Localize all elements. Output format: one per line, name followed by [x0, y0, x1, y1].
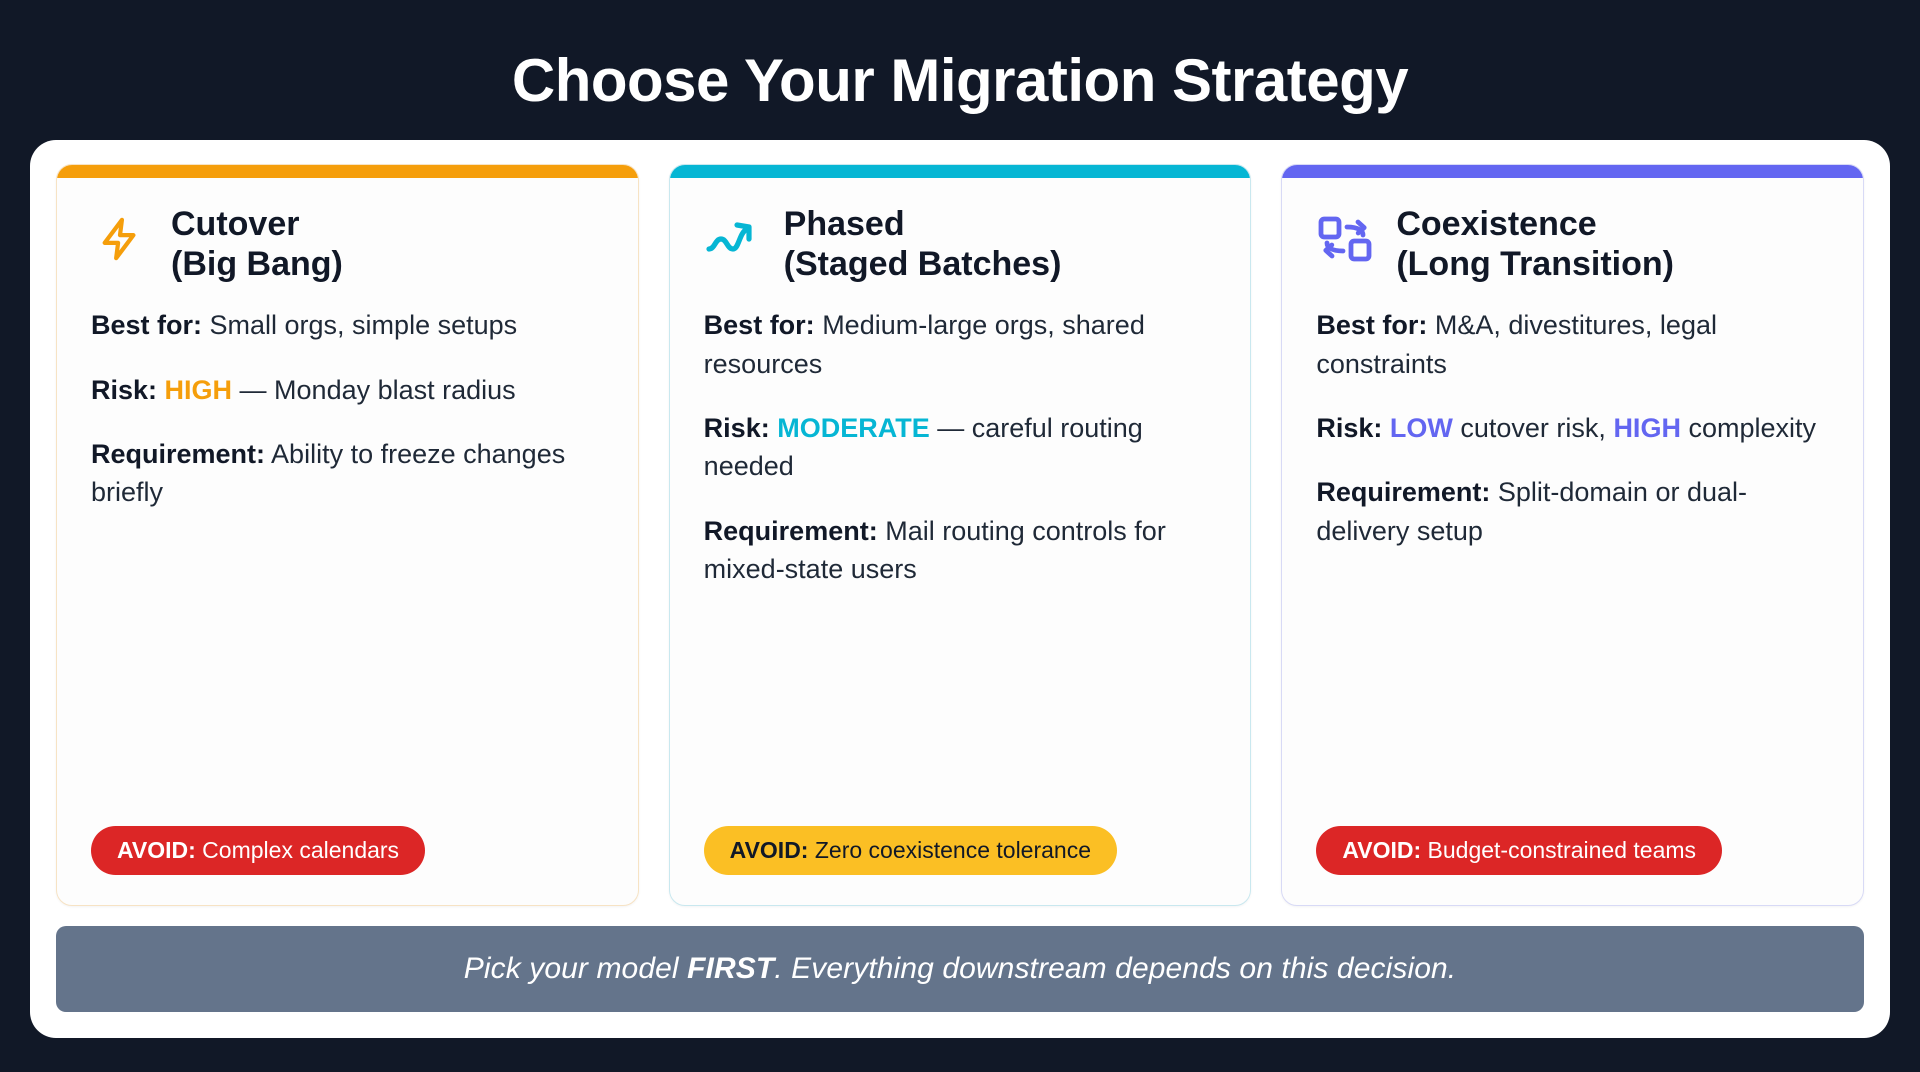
- avoid-label: AVOID:: [729, 837, 809, 863]
- card-header: [91, 204, 604, 284]
- card-title: [1396, 204, 1674, 284]
- card-title-line1: Phased: [783, 205, 905, 243]
- footer-emphasis: FIRST: [687, 952, 775, 985]
- best-for-value: M&A, divestitures, legal constraints: [1316, 310, 1717, 379]
- best-for-row: [1316, 306, 1829, 383]
- risk-note-secondary: complexity: [1680, 412, 1816, 443]
- risk-label: Risk:: [91, 374, 158, 405]
- footer-callout: [56, 926, 1864, 1012]
- requirement-value: Split-domain or dual-delivery setup: [1316, 477, 1747, 546]
- avoid-label: AVOID:: [117, 837, 196, 863]
- card-body: [1282, 178, 1863, 905]
- risk-label: Risk:: [1316, 412, 1383, 443]
- card-title: [171, 204, 343, 284]
- card-title-line1: Cutover: [171, 205, 300, 243]
- requirement-value: Mail routing controls for mixed-state users: [703, 515, 1166, 584]
- requirement-value: Ability to freeze changes briefly: [91, 438, 566, 508]
- strategy-card-coexistence: [1281, 164, 1864, 906]
- card-header: [704, 204, 1217, 284]
- card-header: [1316, 204, 1829, 284]
- risk-level-badge: MODERATE: [777, 412, 930, 443]
- requirement-label: Requirement:: [91, 438, 266, 469]
- card-title-line2: (Long Transition): [1396, 245, 1674, 284]
- risk-level-badge-secondary: HIGH: [1613, 412, 1681, 443]
- card-title-line1: Coexistence: [1396, 205, 1597, 243]
- card-body: [670, 178, 1251, 905]
- avoid-value: Complex calendars: [195, 837, 400, 863]
- requirement-row: [704, 512, 1217, 589]
- card-title: [784, 204, 1062, 284]
- requirement-row: [91, 435, 604, 512]
- best-for-label: Best for:: [703, 310, 815, 341]
- risk-label: Risk:: [703, 412, 770, 443]
- risk-row: [91, 371, 604, 409]
- risk-row: [1316, 409, 1829, 447]
- requirement-label: Requirement:: [703, 515, 878, 546]
- card-body: [57, 178, 638, 905]
- avoid-badge: [1316, 826, 1722, 875]
- strategy-board: [30, 140, 1890, 1038]
- best-for-value: Small orgs, simple setups: [202, 310, 518, 341]
- avoid-value: Zero coexistence tolerance: [808, 837, 1092, 863]
- avoid-badge: [704, 826, 1117, 875]
- avoid-badge: [91, 826, 425, 875]
- card-spacer: [1316, 576, 1829, 826]
- risk-note: cutover risk,: [1452, 412, 1606, 443]
- strategy-card-cutover: [56, 164, 639, 906]
- best-for-row: [704, 306, 1217, 383]
- risk-level-badge: HIGH: [164, 374, 233, 405]
- card-title-line2: (Staged Batches): [783, 245, 1062, 284]
- avoid-label: AVOID:: [1342, 837, 1422, 863]
- risk-note: — Monday blast radius: [232, 374, 516, 405]
- requirement-label: Requirement:: [1316, 477, 1491, 508]
- lightning-bolt-icon: [91, 204, 149, 274]
- strategy-card-phased: [669, 164, 1252, 906]
- risk-row: [704, 409, 1217, 486]
- best-for-label: Best for:: [1316, 310, 1428, 341]
- zigzag-arrow-icon: [704, 204, 762, 274]
- page-title: Choose Your Migration Strategy: [511, 47, 1409, 114]
- strategy-cards: [56, 164, 1864, 906]
- risk-level-badge: LOW: [1389, 412, 1453, 443]
- best-for-value: Medium-large orgs, shared resources: [703, 310, 1145, 379]
- coexistence-swap-icon: [1316, 204, 1374, 274]
- footer-part1: Pick your model: [463, 952, 688, 985]
- risk-note: — careful routing needed: [703, 412, 1143, 482]
- best-for-label: Best for:: [91, 310, 203, 341]
- requirement-row: [1316, 473, 1829, 550]
- card-accent-bar: [57, 165, 638, 178]
- avoid-value: Budget-constrained teams: [1421, 837, 1697, 863]
- best-for-row: [91, 306, 604, 344]
- card-spacer: [704, 614, 1217, 826]
- footer-part2: . Everything downstream depends on this decision.: [774, 952, 1457, 985]
- card-accent-bar: [670, 165, 1251, 178]
- card-spacer: [91, 538, 604, 826]
- card-accent-bar: [1282, 165, 1863, 178]
- card-title-line2: (Big Bang): [171, 245, 343, 284]
